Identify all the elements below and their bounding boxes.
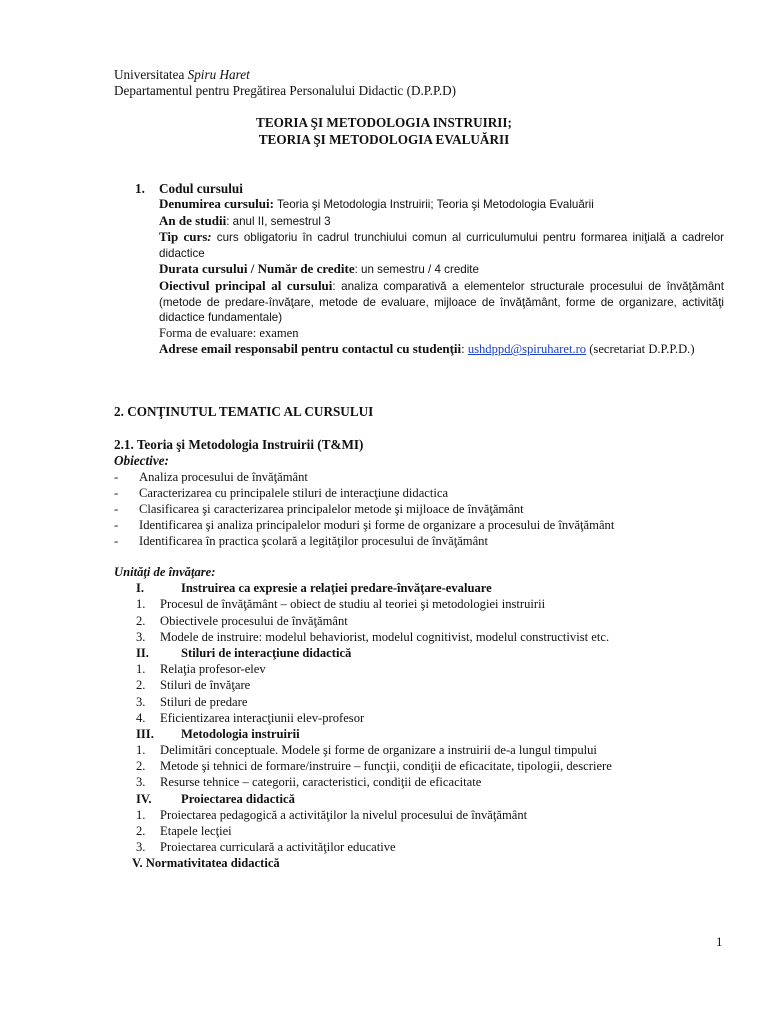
university-name: Spiru Haret bbox=[187, 67, 250, 82]
department-line: Departamentul pentru Pregătirea Personalului Didactic (D.P.P.D) bbox=[114, 83, 457, 98]
course-name: Denumirea cursului: Teoria şi Metodologia Instruirii; Teoria şi Metodologia Evaluării bbox=[159, 196, 594, 211]
study-year: An de studii: anul II, semestrul 3 bbox=[159, 212, 331, 228]
section-1-heading bbox=[135, 181, 243, 197]
unit-heading-last: V. Normativitatea didactică bbox=[132, 856, 280, 871]
email-link[interactable]: ushdppd@spiruharet.ro bbox=[467, 342, 587, 357]
list-item: - Identificarea şi analiza principalelor moduri şi forme de organizare a procesului de învăţământ bbox=[114, 518, 615, 532]
unit-item: 2. Obiectivele procesului de învăţământ bbox=[136, 613, 348, 628]
list-item: - Analiza procesului de învăţământ bbox=[114, 470, 308, 484]
unit-item: 3. Resurse tehnice – categorii, caracteristici, condiţii de eficacitate bbox=[136, 775, 482, 790]
unit-item: 2. Etapele lecţiei bbox=[136, 824, 232, 838]
unit-heading: IV. Proiectarea didactică bbox=[136, 791, 295, 806]
units-label: Unităţi de învăţare: bbox=[114, 565, 216, 579]
evaluation-form: Forma de evaluare: examen bbox=[159, 325, 299, 340]
course-type: Tip curs: curs obligatoriu în cadrul trunchiului comun al curriculumului pentru formarea iniţială a cadrelor didactice bbox=[159, 229, 724, 260]
page-number: 1 bbox=[716, 934, 723, 949]
list-item: - Clasificarea şi caracterizarea principalelor metode şi mijloace de învăţământ bbox=[114, 502, 524, 516]
unit-item: 3. Stiluri de predare bbox=[136, 694, 248, 709]
list-item: - Identificarea în practica şcolară a legităţilor procesului de învăţământ bbox=[114, 534, 488, 548]
title-line-2: TEORIA ŞI METODOLOGIA EVALUĂRII bbox=[258, 132, 510, 147]
unit-item: 3. Proiectarea curriculară a activităţilor educative bbox=[136, 840, 396, 855]
university-line: Universitatea Spiru Haret bbox=[114, 67, 250, 82]
document-title bbox=[0, 115, 768, 149]
unit-item: 2. Metode şi tehnici de formare/instruire – funcţii, condiţii de eficacitate, tipologii, descriere bbox=[136, 759, 612, 774]
unit-item: 4. Eficientizarea interacţiunii elev-profesor bbox=[136, 710, 365, 725]
unit-item: 1. Procesul de învăţământ – obiect de studiu al teoriei şi metodologiei instruirii bbox=[136, 597, 546, 612]
header bbox=[114, 67, 456, 99]
unit-item: 1. Relaţia profesor-elev bbox=[136, 662, 266, 677]
unit-item: 1. Proiectarea pedagogică a activităţilor la nivelul procesului de învăţământ bbox=[136, 807, 528, 822]
contact-email-line: Adrese email responsabil pentru contactul cu studenţii: ushdppd@spiruharet.ro (secretariat D.P.P.D.) bbox=[159, 341, 695, 357]
section-2-heading: 2. CONŢINUTUL TEMATIC AL CURSULUI bbox=[114, 404, 374, 419]
course-info bbox=[159, 196, 724, 358]
section-1-title: Codul cursului bbox=[159, 181, 243, 196]
title-line-1: TEORIA ŞI METODOLOGIA INSTRUIRII; bbox=[256, 115, 512, 130]
course-duration: Durata cursului / Număr de credite: un semestru / 4 credite bbox=[159, 261, 479, 277]
unit-item: 2. Stiluri de învăţare bbox=[136, 678, 251, 693]
list-item: - Caracterizarea cu principalele stiluri de interacţiune didactica bbox=[114, 486, 449, 500]
subsection-heading: 2.1. Teoria şi Metodologia Instruirii (T&MI) bbox=[114, 437, 364, 452]
unit-item: 1. Delimitări conceptuale. Modele şi forme de organizare a instruirii de-a lungul timpului bbox=[136, 743, 597, 758]
unit-item: 3. Modele de instruire: modelul behaviorist, modelul cognitivist, modelul constructivist etc. bbox=[136, 629, 610, 644]
section-1-number: 1. bbox=[135, 181, 145, 196]
course-objective: Oiectivul principal al cursului: analiza comparativă a elementelor structurale procesului de învăţământ (metode de predare-învăţare, metode de evaluare, mijloace de învăţământ, forme de organizare, activităţi didactice fundamentale) bbox=[159, 277, 724, 325]
objectives-label: Obiective: bbox=[114, 453, 169, 468]
learning-units bbox=[114, 564, 612, 872]
unit-heading: II. Stiluri de interacţiune didactică bbox=[136, 645, 352, 660]
unit-heading: III. Metodologia instruirii bbox=[136, 726, 300, 741]
unit-heading: I. Instruirea ca expresie a relaţiei predare-învăţare-evaluare bbox=[136, 581, 492, 596]
objectives-list bbox=[114, 469, 614, 549]
